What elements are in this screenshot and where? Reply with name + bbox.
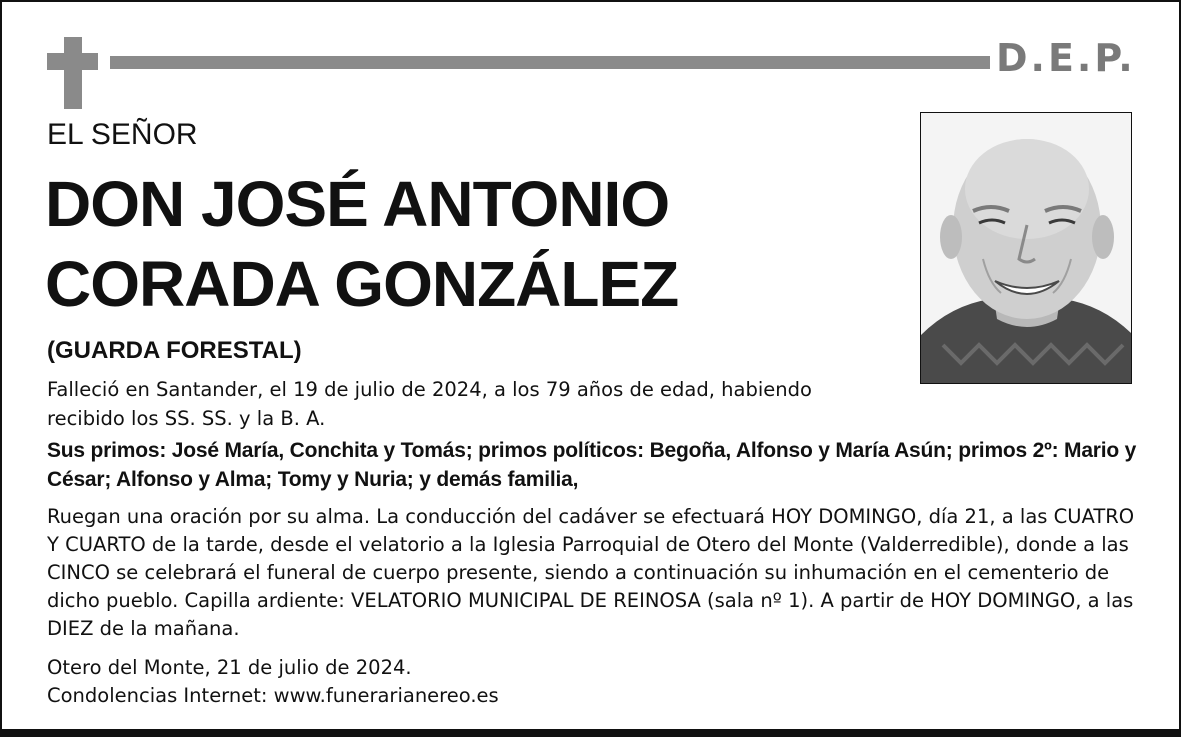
condolences-line: Condolencias Internet: www.funerarianereo.es: [47, 684, 499, 707]
death-info: Falleció en Santander, el 19 de julio de 2024, a los 79 años de edad, habiendo recibido los SS. SS. y la B. A.: [47, 378, 812, 430]
ceremony-details: Ruegan una oración por su alma. La conducción del cadáver se efectuará HOY DOMINGO, día 21, a las CUATRO Y CUARTO de la tarde, desde el velatorio a la Iglesia Parroquial de Otero del Monte (Valderredible), donde a las CINCO se celebrará el funeral de cuerpo presente, siendo a continuación su inhumación en el cementerio de dicho pueblo. Capilla ardiente: VELATORIO MUNICIPAL DE REINOSA (sala nº 1). A partir de HOY DOMINGO, a las DIEZ de la mañana.: [47, 505, 1135, 640]
cross-horizontal-bar: [47, 53, 98, 70]
dep-initials: D.E.P.: [996, 36, 1136, 80]
header-rule: [110, 56, 990, 69]
place-date: Otero del Monte, 21 de julio de 2024.: [47, 656, 412, 679]
family-list: Sus primos: José María, Conchita y Tomás; primos políticos: Begoña, Alfonso y María Asún; primos 2º: Mario y César; Alfonso y Alma; Tomy y Nuria; y demás familia,: [47, 439, 1137, 491]
deceased-name: [45, 164, 905, 324]
intro-label: EL SEÑOR: [47, 118, 198, 151]
profession: (GUARDA FORESTAL): [47, 337, 302, 364]
name-line-1: DON JOSÉ ANTONIO: [45, 168, 670, 240]
portrait-photo: [920, 112, 1132, 384]
name-line-2: CORADA GONZÁLEZ: [45, 248, 679, 320]
cross-vertical-bar: [64, 37, 82, 109]
portrait-illustration: [921, 113, 1132, 384]
